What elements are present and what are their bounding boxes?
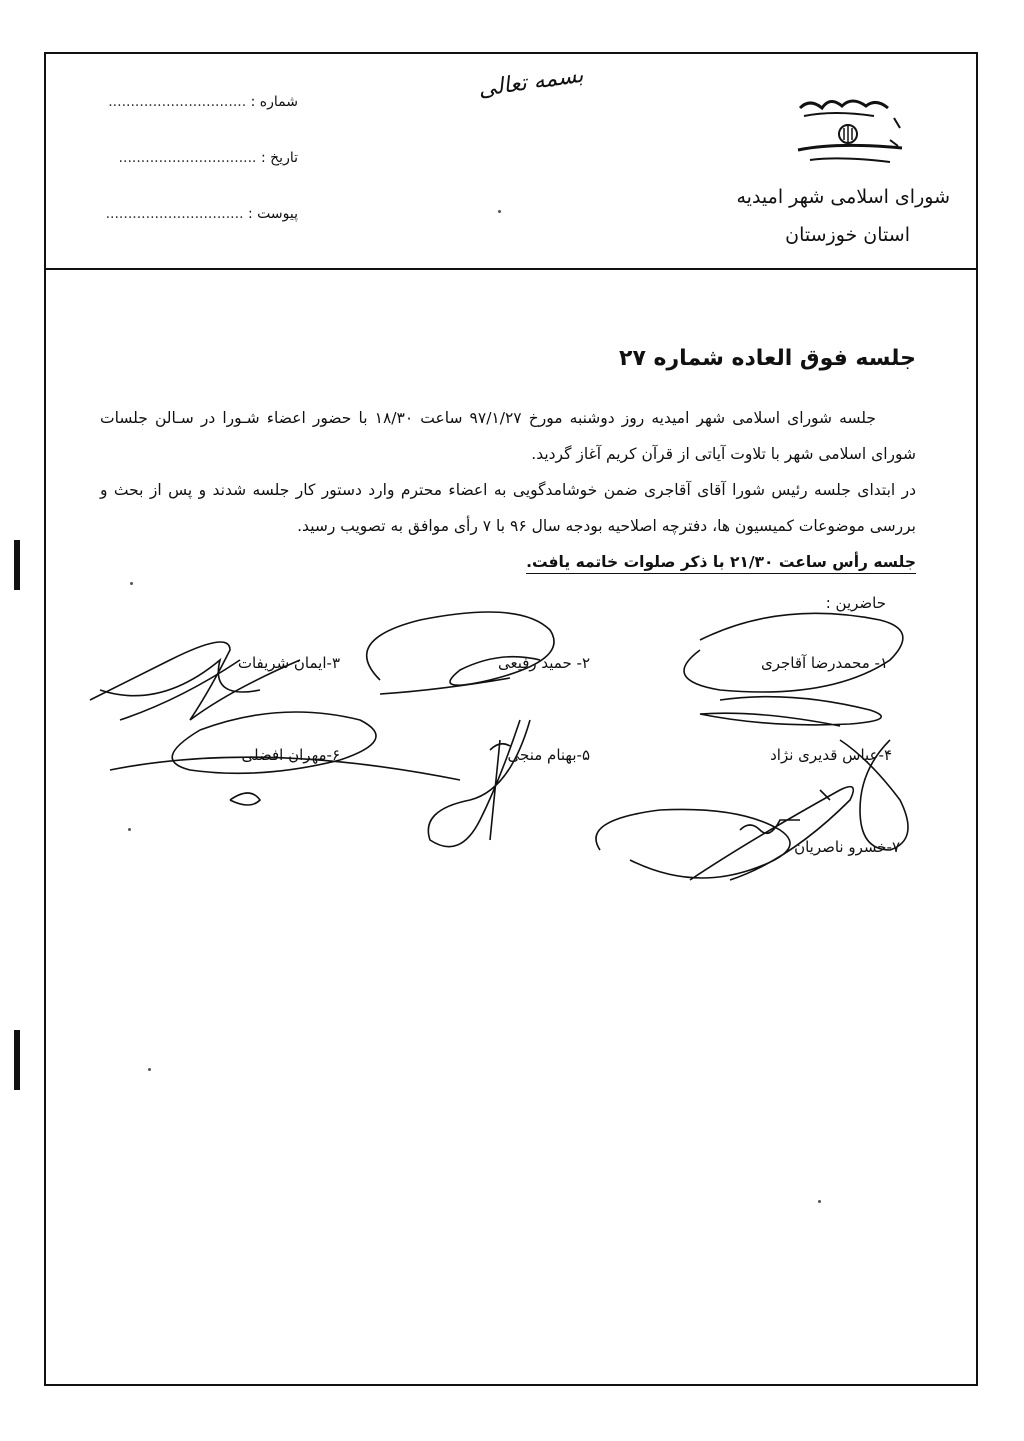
- date-dots: ...............................: [118, 150, 257, 166]
- scan-edge-mark: [14, 1030, 20, 1090]
- number-label: شماره :: [250, 94, 298, 110]
- header-divider: [44, 268, 978, 270]
- date-label: تاریخ :: [260, 150, 298, 166]
- member-1: ۱- محمدرضا آقاجری: [760, 654, 888, 672]
- session-title: جلسه فوق العاده شماره ۲۷: [619, 346, 916, 371]
- closing-text: جلسه رأس ساعت ۲۱/۳۰ با ذکر صلوات خاتمه یافت.: [526, 553, 916, 574]
- invocation-heading: بسمه تعالی: [476, 62, 585, 103]
- paragraph-opening: جلسه شورای اسلامی شهر امیدیه روز دوشنبه مورخ ۹۷/۱/۲۷ ساعت ۱۸/۳۰ با حضور اعضاء شـورا در سـالن جلسات شورای اسلامی شهر با تلاوت آیاتی از قرآن کریم آغاز گردید.: [100, 409, 916, 463]
- date-field: [78, 150, 298, 166]
- number-field: [78, 94, 298, 110]
- member-4: ۴-عباس قدیری نژاد: [770, 746, 892, 764]
- organization-name: شورای اسلامی شهر امیدیه: [736, 186, 950, 208]
- scan-speck: [148, 1068, 151, 1071]
- attendees-label: حاضرین :: [825, 594, 886, 612]
- attachment-dots: ...............................: [105, 206, 244, 222]
- attachment-field: [78, 206, 298, 222]
- scan-speck: [128, 828, 131, 831]
- scan-speck: [818, 1200, 821, 1203]
- member-6: ۶-مهران افضلی: [241, 746, 340, 764]
- iran-emblem-icon: [790, 90, 910, 170]
- paragraph-closing: [100, 544, 916, 580]
- scan-speck: [498, 210, 501, 213]
- attachment-label: پیوست :: [248, 206, 298, 222]
- number-dots: ...............................: [108, 94, 247, 110]
- member-5: ۵-بهنام منجی: [507, 746, 590, 764]
- member-7: ۷-خسرو ناصریان: [794, 838, 900, 856]
- document-frame: [44, 52, 978, 1386]
- scan-edge-mark: [14, 540, 20, 590]
- organization-province: استان خوزستان: [785, 224, 910, 246]
- scan-speck: [130, 582, 133, 585]
- member-2: ۲- حمید رفیعی: [497, 654, 590, 672]
- paragraph-agenda: در ابتدای جلسه رئیس شورا آقای آقاجری ضمن خوشامدگویی به اعضاء محترم وارد دستور کار جلسه شدند و پس از بحث و بررسی موضوعات کمیسیون ها، دفترچه اصلاحیه بودجه سال ۹۶ با ۷ رأی موافق به تصویب رسید.: [100, 481, 916, 535]
- member-3: ۳-ایمان شریفات: [237, 654, 340, 672]
